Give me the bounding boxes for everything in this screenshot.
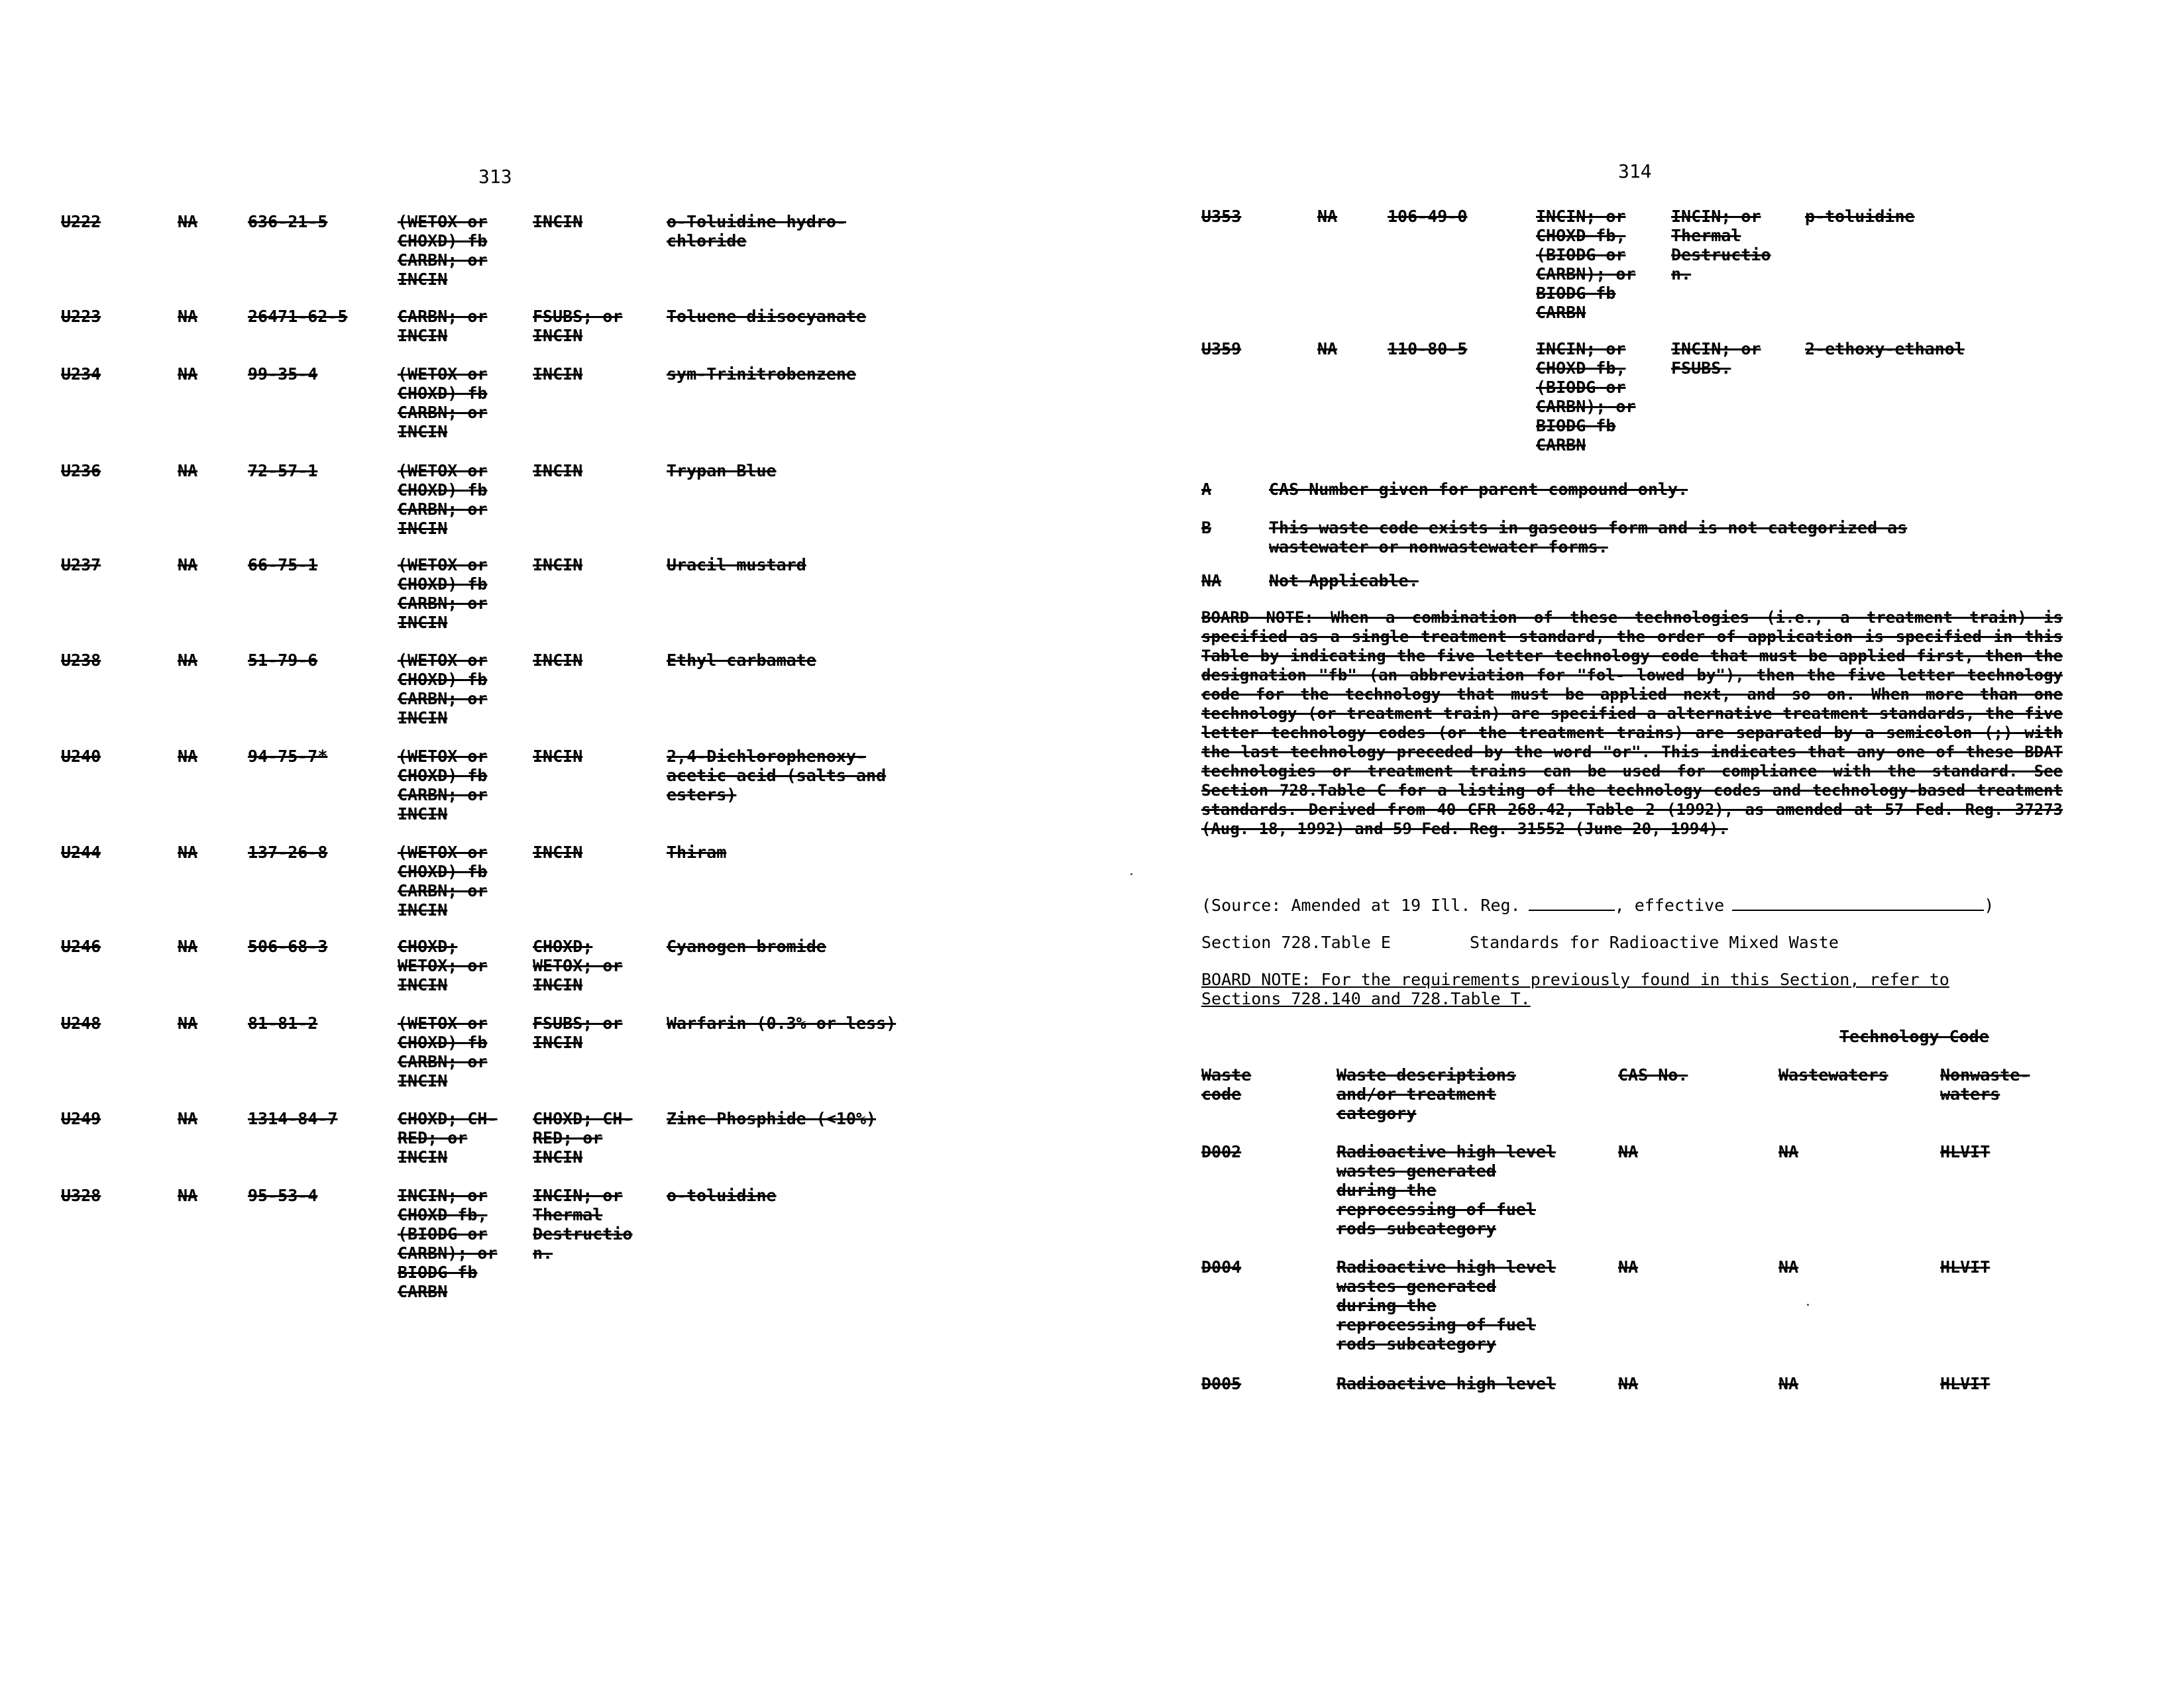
cas-number: NA <box>1618 1257 1639 1277</box>
wastewater-standard: CARBN; or INCIN <box>398 307 488 345</box>
cas-number: 506-68-3 <box>248 937 328 956</box>
nonwastewater-standard: INCIN <box>533 843 583 862</box>
nonwastewater-standard: INCIN <box>533 212 583 231</box>
waste-description: Radioactive high level <box>1337 1374 1556 1393</box>
na-value: NA <box>178 651 198 670</box>
wastewater-standard: (WETOX or CHOXD) fb CARBN; or INCIN <box>398 555 488 632</box>
wastewater-standard: (WETOX or CHOXD) fb CARBN; or INCIN <box>398 651 488 727</box>
cas-number: 95-53-4 <box>248 1186 318 1205</box>
footnote-a-text: CAS Number given for parent compound only. <box>1269 480 1688 499</box>
wastewater-standard: (WETOX or CHOXD) fb CARBN; or INCIN <box>398 364 488 441</box>
nonwastewater-standard: INCIN <box>533 651 583 670</box>
waste-code: D005 <box>1201 1374 1242 1393</box>
constituent-name: 2-ethoxy-ethanol <box>1805 339 1965 358</box>
nonwastewater-standard: INCIN; or FSUBS. <box>1671 339 1761 378</box>
header-nonwastewaters: Nonwaste- waters <box>1940 1065 2030 1104</box>
waste-description: Radioactive high level wastes generated during the reprocessing of fuel rods subcategory <box>1337 1142 1556 1238</box>
waste-code: U234 <box>61 364 101 384</box>
footnote-b-text: This waste code exists in gaseous form and is not categorized as wastewater or nonwastewater forms. <box>1269 518 1908 556</box>
na-value: NA <box>178 364 198 384</box>
waste-code: U244 <box>61 843 101 862</box>
na-value: NA <box>1317 207 1338 226</box>
cas-number: 137-26-8 <box>248 843 328 862</box>
na-value: NA <box>178 307 198 326</box>
na-value: NA <box>178 461 198 480</box>
header-wastewaters: Wastewaters <box>1778 1065 1888 1085</box>
waste-code: U238 <box>61 651 101 670</box>
na-value: NA <box>178 747 198 766</box>
cas-number: 51-79-6 <box>248 651 318 670</box>
nonwastewater-standard: INCIN <box>533 555 583 574</box>
nonwastewater-code: HLVIT <box>1940 1374 1991 1393</box>
source-prefix: (Source: Amended at 19 Ill. Reg. <box>1201 896 1521 915</box>
cas-number: 106-49-0 <box>1388 207 1468 226</box>
wastewater-standard: (WETOX or CHOXD) fb CARBN; or INCIN <box>398 747 488 823</box>
nonwastewater-standard: INCIN; or Thermal Destructio n. <box>1671 207 1771 284</box>
constituent-name: Trypan Blue <box>667 461 777 480</box>
cas-number: 66-75-1 <box>248 555 318 574</box>
na-value: NA <box>178 212 198 231</box>
waste-code: U249 <box>61 1109 101 1128</box>
na-value: NA <box>178 1186 198 1205</box>
na-value: NA <box>178 1014 198 1033</box>
waste-code: U222 <box>61 212 101 231</box>
constituent-name: Cyanogen bromide <box>667 937 826 956</box>
wastewater-code: NA <box>1778 1142 1799 1161</box>
wastewater-standard: (WETOX or CHOXD) fb CARBN; or INCIN <box>398 843 488 920</box>
nonwastewater-standard: FSUBS; or INCIN <box>533 1014 623 1052</box>
waste-code: U246 <box>61 937 101 956</box>
section-number: Section 728.Table E <box>1201 933 1391 952</box>
footnote-na-mark: NA <box>1201 571 1222 590</box>
constituent-name: Toluene diisocyanate <box>667 307 867 326</box>
constituent-name: o-toluidine <box>667 1186 777 1205</box>
wastewater-standard: (WETOX or CHOXD) fb CARBN; or INCIN <box>398 461 488 538</box>
cas-number: 72-57-1 <box>248 461 318 480</box>
cas-number: 26471-62-5 <box>248 307 348 326</box>
source-blank-2 <box>1732 910 1984 911</box>
waste-code: U328 <box>61 1186 101 1205</box>
wastewater-standard: CHOXD; WETOX; or INCIN <box>398 937 488 994</box>
na-value: NA <box>178 555 198 574</box>
nonwastewater-standard: INCIN <box>533 364 583 384</box>
source-suffix: ) <box>1984 896 1994 915</box>
footnote-na-text: Not Applicable. <box>1269 571 1419 590</box>
section-title: Standards for Radioactive Mixed Waste <box>1470 933 1839 952</box>
board-note-struck: BOARD NOTE: When a combination of these technologies (i.e., a treatment train) is specified as a single treatment standard, the order of application is specified in this Table by indicating the five letter technology code that must be applied first, then the designation "fb" (an abbreviation for "fol- lowed by"), then the five letter technology code for the technology that must be applied next, and so on. When more than one technology (or treatment train) are specified a alternative treatment standards, the five letter technology codes (or the treatment trains) are separated by a semicolon (;) with the last technology preceded by the word "or". This indicates that any one of these BDAT technologies or treatment trains can be used for compliance with the standard. See Section 728.Table C for a listing of the technology codes and technology-based treatment standards. Derived from 40 CFR 268.42, Table 2 (1992), as amended at 57 Fed. Reg. 37273 (Aug. 18, 1992) and 59 Fed. Reg. 31552 (June 20, 1994). <box>1201 608 2063 838</box>
scan-speck <box>1130 873 1132 875</box>
nonwastewater-standard: INCIN <box>533 747 583 766</box>
wastewater-standard: (WETOX or CHOXD) fb CARBN; or INCIN <box>398 1014 488 1090</box>
nonwastewater-standard: INCIN; or Thermal Destructio n. <box>533 1186 633 1263</box>
cas-number: 1314-84-7 <box>248 1109 338 1128</box>
constituent-name: o-Toluidine hydro- chloride <box>667 212 846 250</box>
wastewater-standard: CHOXD; CH- RED; or INCIN <box>398 1109 498 1167</box>
wastewater-standard: INCIN; or CHOXD fb, (BIODG or CARBN); or BIODG fb CARBN <box>398 1186 498 1301</box>
waste-code: D002 <box>1201 1142 1242 1161</box>
nonwastewater-standard: CHOXD; WETOX; or INCIN <box>533 937 623 994</box>
waste-code: U237 <box>61 555 101 574</box>
na-value: NA <box>178 843 198 862</box>
cas-number: NA <box>1618 1142 1639 1161</box>
constituent-name: Uracil mustard <box>667 555 806 574</box>
header-description: Waste descriptions and/or treatment category <box>1337 1065 1516 1123</box>
board-note-new-line2: Sections 728.140 and 728.Table T. <box>1201 989 1531 1008</box>
nonwastewater-code: HLVIT <box>1940 1142 1991 1161</box>
page-number-right: 314 <box>1618 160 1652 182</box>
na-value: NA <box>178 1109 198 1128</box>
waste-code: U223 <box>61 307 101 326</box>
wastewater-standard: INCIN; or CHOXD fb, (BIODG or CARBN); or BIODG fb CARBN <box>1536 339 1636 454</box>
na-value: NA <box>1317 339 1338 358</box>
cas-number: 110-80-5 <box>1388 339 1468 358</box>
constituent-name: 2,4-Dichlorophenoxy- acetic acid (salts and esters) <box>667 747 887 804</box>
wastewater-code: NA <box>1778 1374 1799 1393</box>
scan-speck <box>1807 1304 1809 1306</box>
technology-code-heading: Technology Code <box>1839 1027 1989 1046</box>
waste-code: U248 <box>61 1014 101 1033</box>
source-line <box>1201 896 1994 915</box>
constituent-name: Warfarin (0.3% or less) <box>667 1014 897 1033</box>
wastewater-code: NA <box>1778 1257 1799 1277</box>
waste-description: Radioactive high level wastes generated during the reprocessing of fuel rods subcategory <box>1337 1257 1556 1353</box>
waste-code: D004 <box>1201 1257 1242 1277</box>
footnote-a-mark: A <box>1201 480 1212 499</box>
constituent-name: Ethyl carbamate <box>667 651 816 670</box>
footnote-b-mark: B <box>1201 518 1212 537</box>
cas-number: NA <box>1618 1374 1639 1393</box>
nonwastewater-standard: CHOXD; CH- RED; or INCIN <box>533 1109 633 1167</box>
na-value: NA <box>178 937 198 956</box>
wastewater-standard: (WETOX or CHOXD) fb CARBN; or INCIN <box>398 212 488 289</box>
nonwastewater-code: HLVIT <box>1940 1257 1991 1277</box>
cas-number: 636-21-5 <box>248 212 328 231</box>
constituent-name: sym-Trinitrobenzene <box>667 364 856 384</box>
cas-number: 81-81-2 <box>248 1014 318 1033</box>
waste-code: U353 <box>1201 207 1242 226</box>
waste-code: U240 <box>61 747 101 766</box>
cas-number: 94-75-7* <box>248 747 328 766</box>
header-cas: CAS No. <box>1618 1065 1688 1085</box>
cas-number: 99-35-4 <box>248 364 318 384</box>
constituent-name: Thiram <box>667 843 727 862</box>
wastewater-standard: INCIN; or CHOXD fb, (BIODG or CARBN); or BIODG fb CARBN <box>1536 207 1636 322</box>
nonwastewater-standard: INCIN <box>533 461 583 480</box>
waste-code: U359 <box>1201 339 1242 358</box>
constituent-name: Zinc Phosphide (<10%) <box>667 1109 877 1128</box>
source-mid: , effective <box>1614 896 1725 915</box>
source-blank-1 <box>1529 910 1615 911</box>
waste-code: U236 <box>61 461 101 480</box>
constituent-name: p-toluidine <box>1805 207 1915 226</box>
header-waste-code: Waste code <box>1201 1065 1252 1104</box>
page-number-left: 313 <box>478 166 512 187</box>
board-note-new-line1: BOARD NOTE: For the requirements previously found in this Section, refer to <box>1201 970 1949 989</box>
nonwastewater-standard: FSUBS; or INCIN <box>533 307 623 345</box>
